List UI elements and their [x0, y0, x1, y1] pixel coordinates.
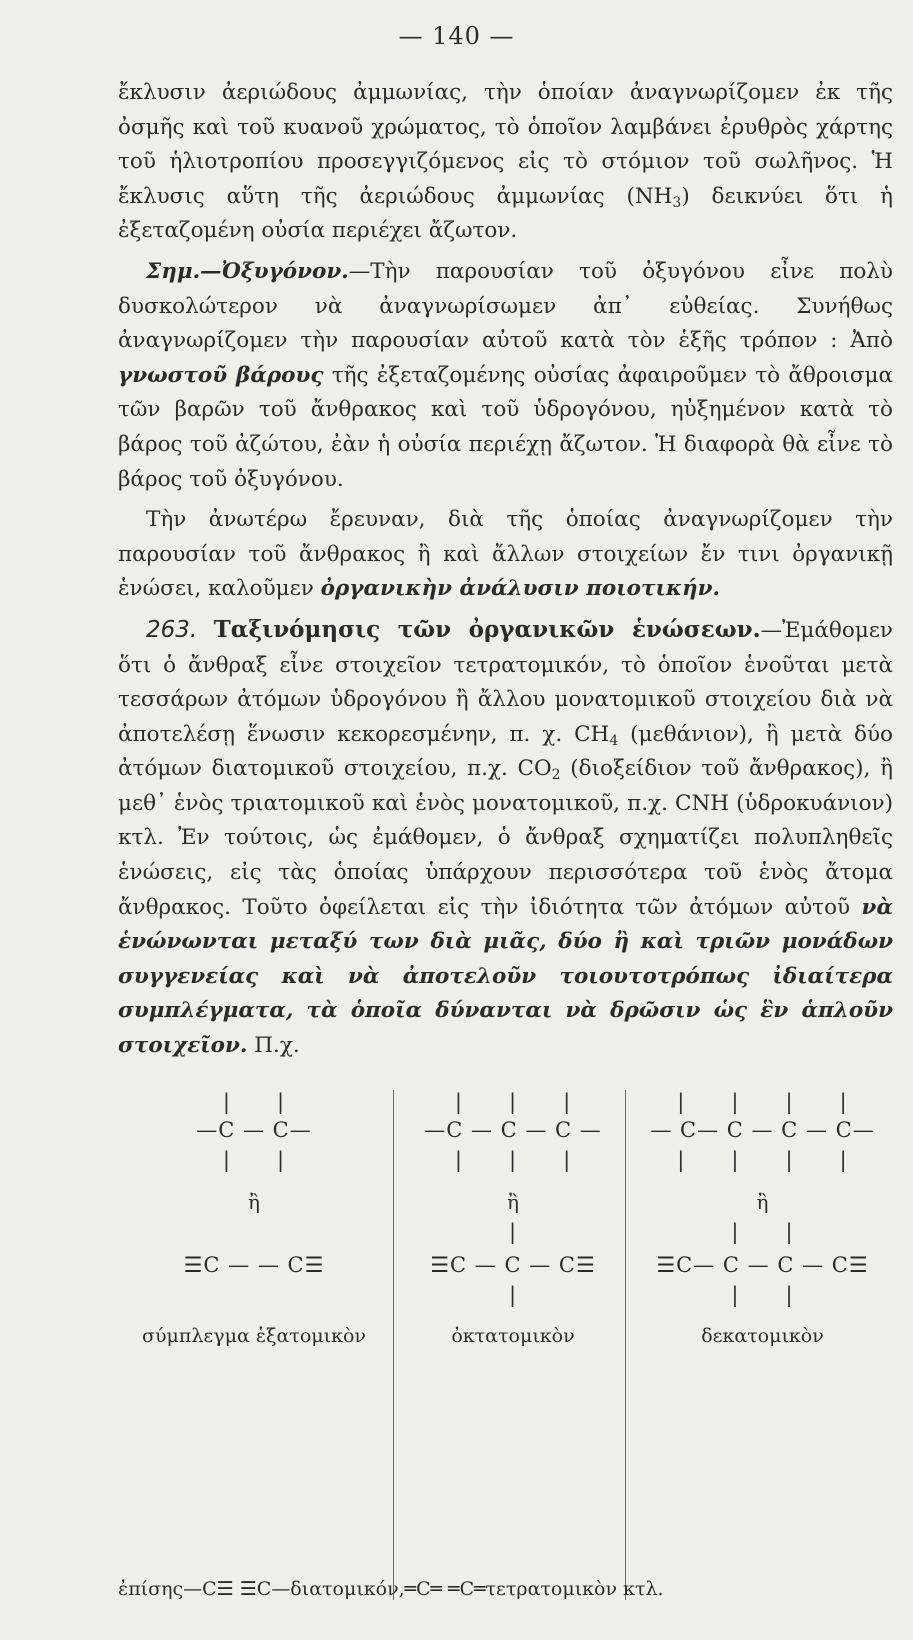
footer-formula-line: ἐπίσης—C☰ ☰C—διατομικόν,═C═ ═C═τετρατομικὸν κτλ. — [118, 1578, 664, 1600]
paragraph — [118, 503, 893, 607]
subscript: 4 — [609, 732, 619, 749]
emphasis: ὀργανικὴν ἀνάλυσιν ποιοτικήν. — [320, 576, 721, 602]
text-run: —Ἐμάθομεν ὅτι ὁ ἄνθραξ εἶνε στοιχεῖον τετρατομικόν, τὸ ὁποῖον ἑνοῦται μετὰ τεσσάρων ἀτόμων ὑδρογόνου ἢ ἄλλου μονατομικοῦ στοιχείου διὰ νὰ ἀποτελέσῃ ἕνωσιν κεκορεσμένην, π. χ. CH — [118, 617, 893, 747]
triple-bond-chain: ☰C — C — C☰ — [430, 1253, 596, 1277]
text-run: τῆς ἐξεταζομένης οὐσίας ἀφαιροῦμεν τὸ ἄθροισμα τῶν βαρῶν τοῦ ἄνθρακος καὶ τοῦ ὑδρογόνου, ηὐξημένον κατὰ τὸ βάρος τοῦ ἀζώτου, ἐὰν ἡ οὐσία περιέχῃ ἄζωτον. Ἡ διαφορὰ θὰ εἶνε τὸ βάρος τοῦ ὀξυγόνου. — [118, 362, 893, 492]
triple-bond-chain: ☰C — — C☰ — [183, 1253, 325, 1277]
text-run: —Τὴν παρουσίαν τοῦ ὀξυγόνου εἶνε πολὺ δυσκολώτερον νὰ ἀναγνωρίσωμεν ἀπ᾽ εὐθείας. Συνήθως ἀναγνωρίζομεν τὴν παρουσίαν αὐτοῦ κατὰ τὸν ἑξῆς τρόπον : Ἀπὸ — [118, 258, 893, 354]
or-mark: ἢ — [248, 1190, 260, 1214]
bond-low: | | — [731, 1283, 794, 1307]
diagram-hexatomic — [118, 1080, 390, 1635]
or-mark: ἢ — [507, 1190, 519, 1214]
subscript: 3 — [672, 194, 682, 211]
carbon-chain: — C— C — C — C— — [650, 1118, 875, 1142]
bonds-bottom: | | | | — [677, 1148, 848, 1172]
diagram-decatomic — [630, 1080, 895, 1635]
page-number: — 140 — — [398, 22, 515, 50]
bonds-bottom: | | — [222, 1148, 286, 1172]
section-number: 263. — [146, 616, 198, 643]
bonds-top: | | | — [454, 1090, 572, 1114]
bond-low: | — [508, 1283, 518, 1307]
bonds-top: | | | | — [677, 1090, 848, 1114]
text-run: (μεθάνιον), ἢ μετὰ δύο ἀτόμων διατομικοῦ στοιχείου, π.χ. CO — [118, 721, 894, 782]
section-title: Ταξινόμησις τῶν ὀργανικῶν ἑνώσεων. — [213, 615, 761, 643]
text-run: ἔκλυσιν ἀεριώδους ἀμμωνίας, τὴν ὁποίαν ἀναγνωρίζομεν ἐκ τῆς ὀσμῆς καὶ τοῦ κυανοῦ χρώματος, τὸ ὁποῖον λαμβάνει ἐρυθρὸς χάρτης τοῦ ἡλιοτροπίου προσεγγιζόμενος εἰς τὸ στόμιον τοῦ σωλῆνος. Ἡ ἔκλυσις αὕτη τῆς ἀεριώδους ἀμμωνίας (NH — [118, 80, 893, 209]
paragraph — [118, 76, 893, 249]
triple-bond-chain: ☰C— C — C — C☰ — [656, 1253, 869, 1277]
text-run: (διοξείδιον τοῦ ἄνθρακος), ἢ μεθ᾽ ἑνὸς τριατομικοῦ καὶ ἑνὸς μονατομικοῦ, π.χ. CNH (ὑδροκυάνιον) κτλ. Ἐν τούτοις, ὡς ἐμάθομεν, ὁ ἄνθραξ σχηματίζει πολυπληθεῖς ἑνώσεις, εἰς τὰς ὁποίας ὑπάρχουν περισσότερα τοῦ ἑνὸς ἄτομα ἄνθρακος. Τοῦτο ὀφείλεται εἰς τὴν ἰδιότητα τῶν ἀτόμων αὐτοῦ — [118, 756, 893, 920]
divider — [393, 1090, 394, 1600]
carbon-chain: —C — C— — [196, 1118, 312, 1142]
text-run: Π.χ. — [247, 1033, 300, 1059]
diagram-label: δεκατομικὸν — [701, 1325, 824, 1347]
note-heading: Σημ.—Ὀξυγόνον. — [146, 258, 349, 284]
paragraph — [118, 255, 893, 497]
diagram-label: σύμπλεγμα ἑξατομικὸν — [142, 1325, 366, 1347]
bonds-bottom: | | | — [454, 1148, 572, 1172]
or-mark: ἢ — [756, 1190, 769, 1214]
carbon-chain-diagrams — [118, 1080, 893, 1640]
emphasis: νὰ ἑνώνωνται μεταξύ των διὰ μιᾶς, δύο ἢ καὶ τριῶν μονάδων συγγενείας καὶ νὰ ἀποτελοῦν τοιουτοτρόπως ἰδιαίτερα συμπλέγματα, τὰ ὁποῖα δύνανται νὰ δρῶσιν ὡς ἓν ἁπλοῦν στοιχεῖον. — [118, 894, 893, 1059]
bond-mid: | — [508, 1220, 518, 1244]
paragraph — [118, 613, 893, 1064]
diagram-label: ὀκτατομικὸν — [451, 1325, 575, 1347]
carbon-chain: —C — C — C — — [424, 1118, 602, 1142]
subscript: 2 — [551, 767, 561, 784]
text-run: ) δεικνύει ὅτι ἡ ἐξεταζομένη οὐσία περιέχει ἄζωτον. — [118, 183, 894, 244]
bond-mid: | | — [731, 1220, 794, 1244]
diagram-octatomic — [398, 1080, 628, 1635]
text-run: Τὴν ἀνωτέρω ἔρευναν, διὰ τῆς ὁποίας ἀναγνωρίζομεν τὴν παρουσίαν τοῦ ἄνθρακος ἢ καὶ ἄλλων στοιχείων ἔν τινι ὀργανικῇ ἑνώσει, καλοῦμεν — [118, 507, 893, 602]
emphasis: γνωστοῦ βάρους — [118, 362, 324, 388]
bonds-top: | | — [222, 1090, 286, 1114]
body-text — [118, 76, 893, 1064]
